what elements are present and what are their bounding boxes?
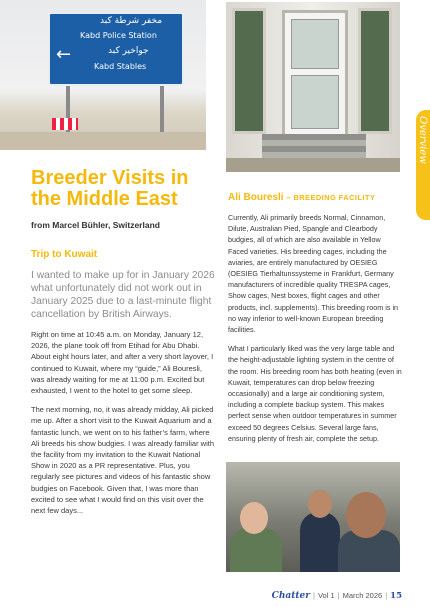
sign-arabic-1: مخفر شرطة كبد (100, 16, 163, 26)
aviary-door (282, 10, 348, 144)
body-paragraph: Right on time at 10:45 a.m. on Monday, January 12, 2026, the plane took off from Etihad for Abu Dhabi. About eight hours later, and after a very short layover, I continued to Kuwait, where my “guide,” Ali Bouresli, was already waiting for me at 11:00 p.m. Excited but exhausted, I went to the hotel to get some sleep. (31, 330, 214, 396)
left-column (31, 329, 217, 524)
person-head (240, 502, 268, 534)
road-sign (48, 12, 184, 86)
person-head (346, 492, 386, 538)
person (230, 528, 282, 572)
road-sign-photo (0, 0, 206, 150)
arrow-left-icon: ← (56, 44, 72, 65)
ground (0, 132, 206, 150)
group-selfie-photo (226, 462, 400, 572)
aviary-floor (226, 158, 400, 172)
section-heading-name: Ali Bouresli (228, 192, 284, 203)
person (300, 512, 340, 572)
sign-english-1: Kabd Police Station (80, 31, 157, 40)
body-paragraph: What I particularly liked was the very large table and the height-adjustable lighting system in the centre of the room. His breeding room has both heating (even in Kuwait, temperatures can drop below freezing occasionally) and a large air conditioning system, including a complete backup system. This makes perfect sense when outdoor temperatures in summer exceed 50 degrees Celsius. Several large fans, ensuring plenty of fresh air, complete the setup. (228, 344, 402, 443)
road-barrier (52, 118, 78, 130)
lead-paragraph: I wanted to make up for in January 2026 what unfortunately did not work out in January 2025 due to a last-minute flight cancellation by British Airways. (31, 270, 215, 320)
door-pane (291, 75, 339, 129)
aviary-window (358, 8, 392, 134)
section-heading-facility (228, 192, 375, 203)
section-heading-tag: – BREEDING FACILITY (286, 193, 376, 202)
sign-arabic-2: جواخير كبد (108, 46, 149, 56)
magazine-name: Chatter (271, 591, 310, 601)
right-column (228, 212, 402, 452)
article-byline: from Marcel Bühler, Switzerland (31, 220, 160, 230)
sign-english-2: Kabd Stables (94, 62, 147, 71)
issue-date: March 2026 (342, 591, 383, 600)
aviary-window (232, 8, 266, 134)
article-title: Breeder Visits in the Middle East (31, 167, 189, 210)
door-pane (291, 19, 339, 69)
page-footer: Chatter | Vol 1 | March 2026 | 15 (271, 591, 402, 601)
volume: Vol 1 (317, 591, 335, 600)
person-head (308, 490, 332, 518)
aviary-photo (226, 2, 400, 172)
body-paragraph: The next morning, no, it was already midday, Ali picked me up. After a short visit to the Kuwait Aquarium and a fantastic lunch, we went on to his father’s farm, where Ali breeds his show budgies. I was already familiar with the facility from my invitation to the Kuwait National Show in 2020 as a PR representative. Plus, you regularly see pictures and videos of his fantastic show budgies on Facebook. Given that, I was more than excited to see what I would find on this visit over the next few days... (31, 405, 214, 516)
section-tab-label: Overview (417, 116, 428, 164)
page-number: 15 (390, 591, 402, 601)
body-paragraph: Currently, Ali primarily breeds Normal, Cinnamon, Dilute, Australian Pied, Spangle and Clearbody budgies, all of which are also available in Yellow Faced varieties. His breeding cages, including the aviaries, are entirely manufactured by OESIEG (OESIEG Tierhaltunssysteme in Frankfurt, Germany manufacturers of incredible quality TRESPA cages, Show cages, Nest boxes, flight cages and other products, incl. supplements). This breeding room is in no way inferior to well-known European breeding facilities. (228, 213, 399, 335)
section-heading-trip: Trip to Kuwait (31, 249, 98, 260)
section-tab (416, 110, 430, 220)
